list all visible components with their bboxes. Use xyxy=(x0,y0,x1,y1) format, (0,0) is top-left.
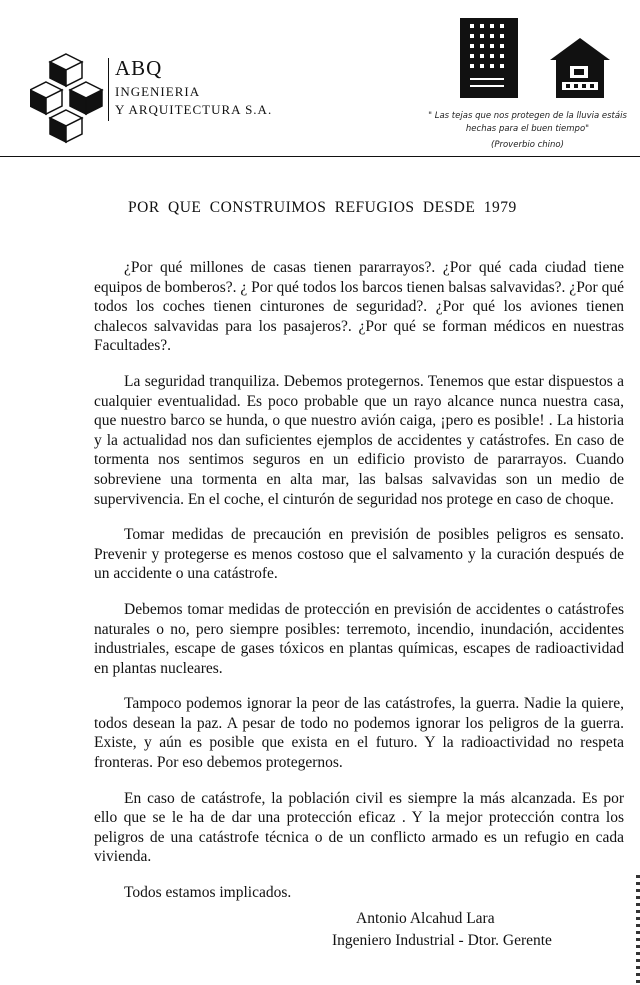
company-name: ABQ xyxy=(115,56,163,80)
header-divider xyxy=(0,156,640,157)
paragraph: Tampoco podemos ignorar la peor de las catástrofes, la guerra. Nadie la quiere, todos desean la paz. A pesar de todo no podemos ignorar los peligros de la guerra. Existe, y aún es posible que exista en el futuro. Y la radioactividad no respeta fronteras. Por eso debemos protegernos. xyxy=(94,695,624,772)
house-icon xyxy=(548,36,612,98)
closing-line: Todos estamos implicados. xyxy=(124,884,292,902)
office-building-icon xyxy=(458,18,520,98)
proverb-block xyxy=(420,110,635,152)
company-line-1: INGENIERIA xyxy=(115,84,201,99)
body-text xyxy=(94,258,624,903)
paragraph: La seguridad tranquiliza. Debemos protegernos. Tenemos que estar dispuestos a cualquier eventualidad. Es poco probable que un rayo alcance nunca nuestra casa, que nuestro barco se hunda, o que nuestro avión caiga, ¡pero es posible! . La historia y la actualidad nos dan suficientes ejemplos de accidentes y catástrofes. En caso de tormenta nos sentimos seguros en un edificio provisto de pararrayos. Cuando sobreviene una tormenta en alta mar, las balsas salvavidas son un medio de supervivencia. En el coche, el cinturón de seguridad nos protege en caso de choque. xyxy=(94,372,624,508)
paragraph: Tomar medidas de precaución en previsión de posibles peligros es sensato. Prevenir y protegerse es menos costoso que el salvamento y la curación después de un accidente o una catástrofe. xyxy=(94,526,624,583)
signature-block xyxy=(332,908,552,952)
paragraph: Debemos tomar medidas de protección en previsión de accidentes o catástrofes naturales o no, pero siempre posibles: terremoto, incendio, inundación, accidentes industriales, escape de gases tóxicos en plantas químicas, escapes de radioactividad en plantas nucleares. xyxy=(94,600,624,677)
proverb-source: (Proverbio chino) xyxy=(491,140,564,150)
signature-role: Ingeniero Industrial - Dtor. Gerente xyxy=(332,932,552,949)
paragraph: En caso de catástrofe, la población civil es siempre la más alcanzada. Es por ello que se le ha de dar una protección eficaz . Y la mejor protección contra los peligros de una catástrofe técnica o de un conflicto armado es un refugio en cada vivienda. xyxy=(94,789,624,866)
proverb-quote: " Las tejas que nos protegen de la lluvia estáis hechas para el buen tiempo" xyxy=(428,111,627,134)
company-line-2: Y ARQUITECTURA S.A. xyxy=(115,102,273,117)
page-title: POR QUE CONSTRUIMOS REFUGIOS DESDE 1979 xyxy=(128,199,517,216)
paragraph: ¿Por qué millones de casas tienen pararrayos?. ¿Por qué cada ciudad tiene equipos de bomberos?. ¿ Por qué todos los barcos tienen balsas salvavidas?. ¿Por qué todos los coches tienen cinturones de seguridad?. ¿Por qué los aviones tienen chalecos salvavidas para los pasajeros?. ¿Por qué se forman médicos en nuestras Facultades?. xyxy=(94,259,624,355)
company-name-block xyxy=(108,58,272,121)
abq-cube-logo-icon xyxy=(30,52,110,148)
scan-edge-mark xyxy=(636,875,640,985)
signature-name: Antonio Alcahud Lara xyxy=(356,910,495,927)
